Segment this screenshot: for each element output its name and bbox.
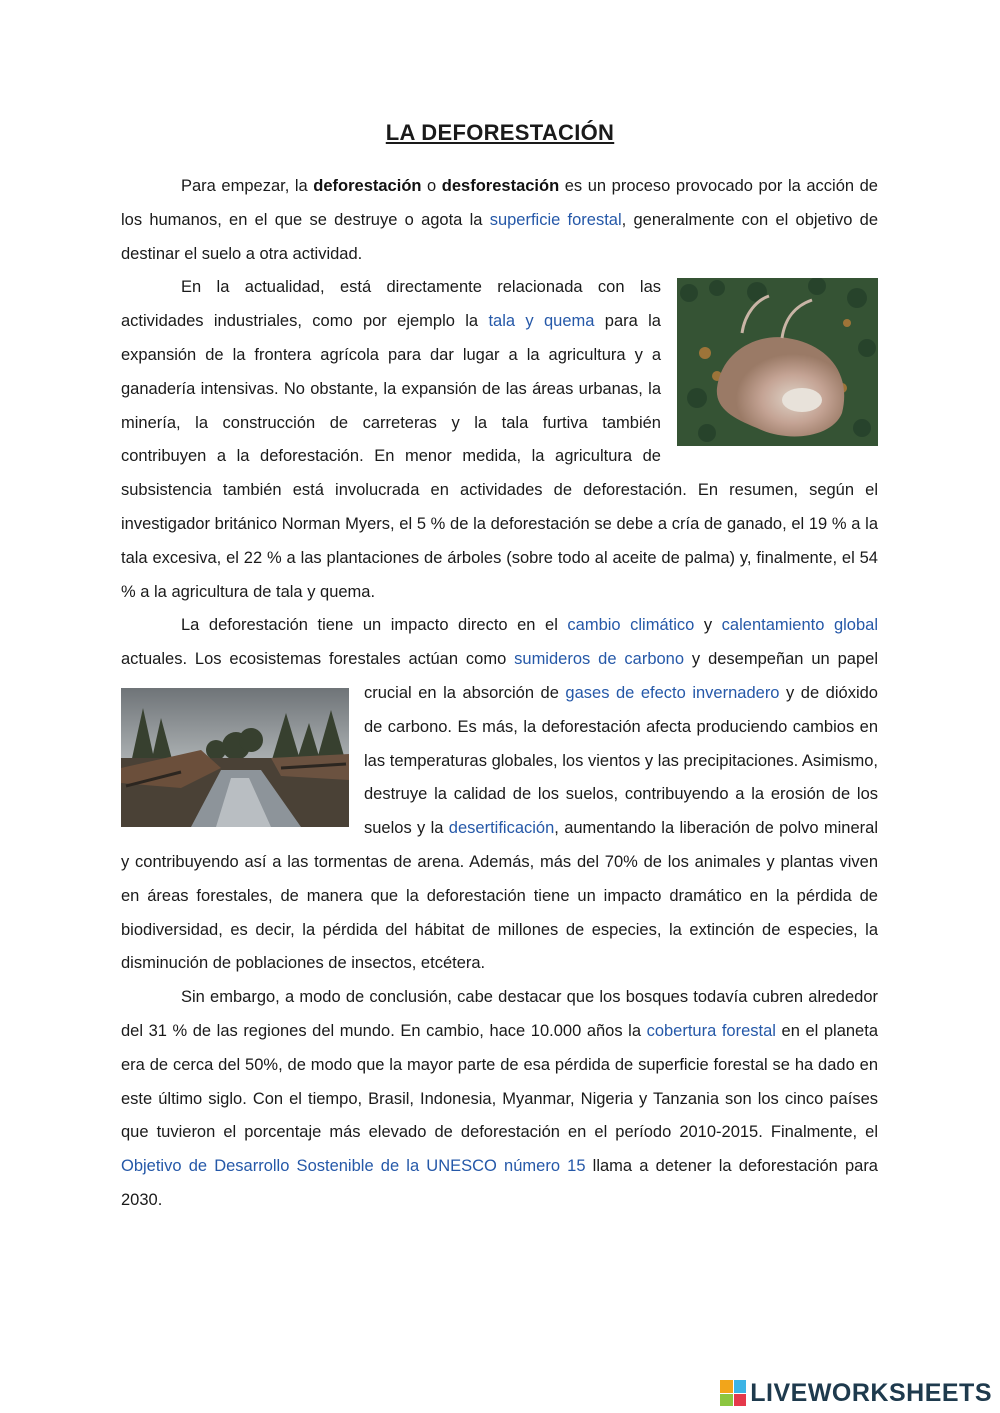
aerial-deforestation-photo: [677, 278, 878, 446]
text-run: llama a detener la deforestación para 2030.: [121, 1157, 878, 1209]
text-run: para la expansión de la frontera agrícola para dar lugar a la agricultura y a ganadería intensivas. No obstante, la expansión de las áreas urbanas, la minería, la construcción de carreteras y la tala furtiva también contribuyen a la deforestación. En menor medida, la agricultura de subsistencia también está involucrada en actividades de deforestación. En resumen, según el investigador británico Norman Myers, el 5 % de la deforestación se debe a cría de ganado, el 19 % a la tala excesiva, el 22 % a las plantaciones de árboles (sobre todo al aceite de palma) y, finalmente, el 54 % a la agricultura de tala y quema.: [121, 312, 878, 601]
text-run: En la actualidad, está directamente relacionada con las actividades industriales, como por ejemplo la: [121, 278, 661, 331]
text-run: en el planeta era de cerca del 50%, de modo que la mayor parte de esa pérdida de superficie forestal se ha dado en este último siglo. Con el tiempo, Brasil, Indonesia, Myanmar, Nigeria y Tanzania son los cinco países que tuvieron el porcentaje más elevado de deforestación en el período 2010-2015. Finalmente, el: [121, 1021, 878, 1142]
text-run: y de dióxido de carbono. Es más, la deforestación afecta produciendo cambios en las temperaturas globales, los vientos y las precipitaciones. Asimismo, destruye la calidad de los suelos, contribuyendo a la erosión de los suelos y la: [364, 683, 878, 838]
paragraph-3: [121, 609, 878, 981]
logged-forest-photo: [121, 688, 349, 827]
bold-term-deforestacion: deforestación: [313, 177, 422, 195]
link-sumideros-de-carbono[interactable]: sumideros de carbono: [514, 650, 685, 669]
link-cobertura-forestal[interactable]: cobertura forestal: [646, 1021, 776, 1040]
text-run: Para empezar, la: [181, 177, 314, 195]
link-cambio-climatico[interactable]: cambio climático: [567, 616, 695, 635]
paragraph-4: [121, 981, 878, 1218]
text-run: y desempeñan un papel crucial en la absorción de: [364, 650, 878, 702]
text-run: y: [694, 616, 722, 635]
text-run: La deforestación tiene un impacto directo en el: [181, 616, 568, 635]
page-title: LA DEFORESTACIÓN: [385, 120, 615, 145]
bold-term-desforestacion: desforestación: [441, 177, 560, 195]
link-calentamiento-global[interactable]: calentamiento global: [721, 616, 878, 635]
text-run: Sin embargo, a modo de conclusión, cabe destacar que los bosques todavía cubren alrededor del 31 % de las regiones del mundo. En cambio, hace 10.000 años la: [121, 988, 878, 1040]
link-desertificacion[interactable]: desertificación: [448, 819, 555, 838]
text-run: actuales. Los ecosistemas forestales actúan como: [121, 650, 515, 669]
text-run: , aumentando la liberación de polvo mineral y contribuyendo así a las tormentas de arena. Además, más del 70% de los animales y plantas viven en áreas forestales, de manera que la deforestación tiene un impacto dramático en la pérdida de biodiversidad, es decir, la pérdida del hábitat de millones de especies, la extinción de especies, la disminución de poblaciones de insectos, etcétera.: [121, 819, 878, 973]
link-tala-y-quema[interactable]: tala y quema: [488, 312, 595, 331]
liveworksheets-logo: [720, 1379, 992, 1407]
paragraph-1: [121, 170, 878, 271]
text-run: o: [421, 177, 442, 195]
link-superficie-forestal[interactable]: superficie forestal: [489, 210, 622, 229]
link-ods-15[interactable]: Objetivo de Desarrollo Sostenible de la UNESCO número 15: [121, 1157, 586, 1176]
article-body: [121, 170, 878, 1218]
link-gases-efecto-invernadero[interactable]: gases de efecto invernadero: [565, 683, 780, 702]
brand-logo-icon: [720, 1380, 746, 1406]
text-run: , generalmente con el objetivo de destinar el suelo a otra actividad.: [121, 210, 878, 263]
text-run: es un proceso provocado por la acción de los humanos, en el que se destruye o agota la: [121, 177, 878, 229]
brand-text: LIVEWORKSHEETS: [750, 1378, 992, 1407]
